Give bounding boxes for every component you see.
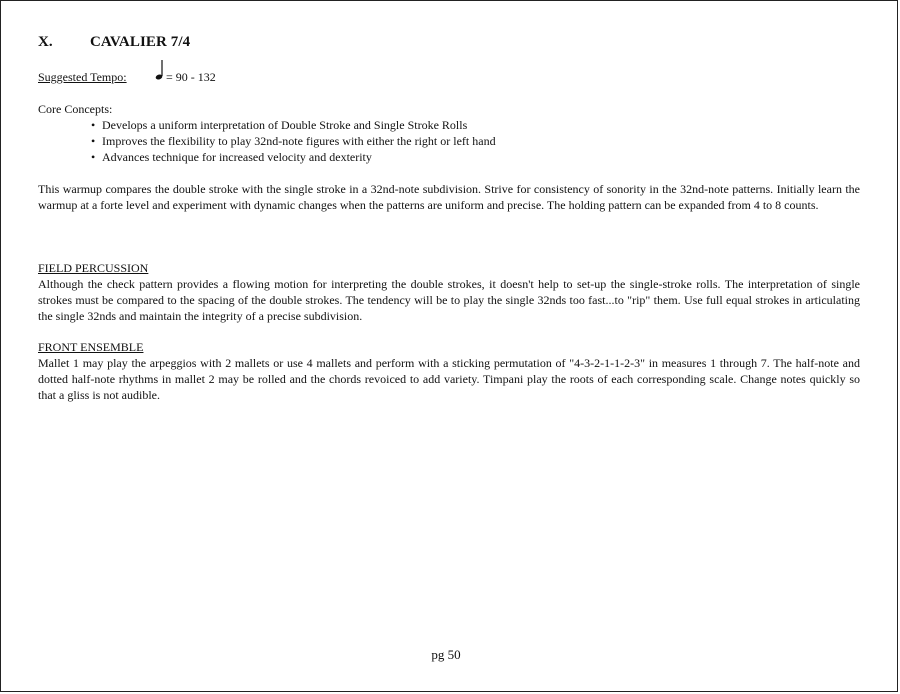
list-item-text: Improves the flexibility to play 32nd-note figures with either the right or left hand xyxy=(102,134,496,148)
tempo-value-text: = 90 - 132 xyxy=(166,70,216,84)
bullet-icon: • xyxy=(91,150,96,164)
list-item xyxy=(91,133,496,149)
bullet-icon: • xyxy=(91,118,96,132)
intro-paragraph: This warmup compares the double stroke with the single stroke in a 32nd-note subdivision. Strive for consistency of sonority in the 32nd-note patterns. Initially learn the warmup at a forte level and experiment with dynamic changes when the patterns are uniform and precise. The holding pattern can be expanded from 4 to 8 counts. xyxy=(38,182,860,212)
front-ensemble-paragraph: Mallet 1 may play the arpeggios with 2 mallets or use 4 mallets and perform with a sticking permutation of "4-3-2-1-1-2-3" in measures 1 through 7. The half-note and dotted half-note rhythms in mallet 2 may be rolled and the chords revoiced to add variety. Timpani play the roots of each corresponding scale. Change notes quickly so that a gliss is not audible. xyxy=(38,356,860,402)
list-item-text: Advances technique for increased velocity and dexterity xyxy=(102,150,372,164)
bullet-icon: • xyxy=(91,134,96,148)
core-concepts-label: Core Concepts: xyxy=(38,102,113,116)
section-number: X. xyxy=(38,34,53,50)
list-item xyxy=(91,149,496,165)
field-percussion-paragraph: Although the check pattern provides a flowing motion for interpreting the double strokes, it doesn't help to set-up the single-stroke rolls. The interpretation of single strokes must be compared to the spacing of the double strokes. The tendency will be to play the single 32nds too fast...to "rip" them. Use full equal strokes in articulating the single 32nds and maintain the integrity of a precise subdivision. xyxy=(38,277,860,323)
section-title: CAVALIER 7/4 xyxy=(90,34,191,50)
core-concepts-list xyxy=(91,117,496,165)
field-percussion-heading: FIELD PERCUSSION xyxy=(38,261,149,275)
tempo-value xyxy=(157,69,216,85)
tempo-label: Suggested Tempo: xyxy=(38,70,127,84)
front-ensemble-heading: FRONT ENSEMBLE xyxy=(38,340,144,354)
section-heading xyxy=(38,34,190,50)
page-number: pg 50 xyxy=(431,647,461,662)
list-item xyxy=(91,117,496,133)
list-item-text: Develops a uniform interpretation of Double Stroke and Single Stroke Rolls xyxy=(102,118,468,132)
